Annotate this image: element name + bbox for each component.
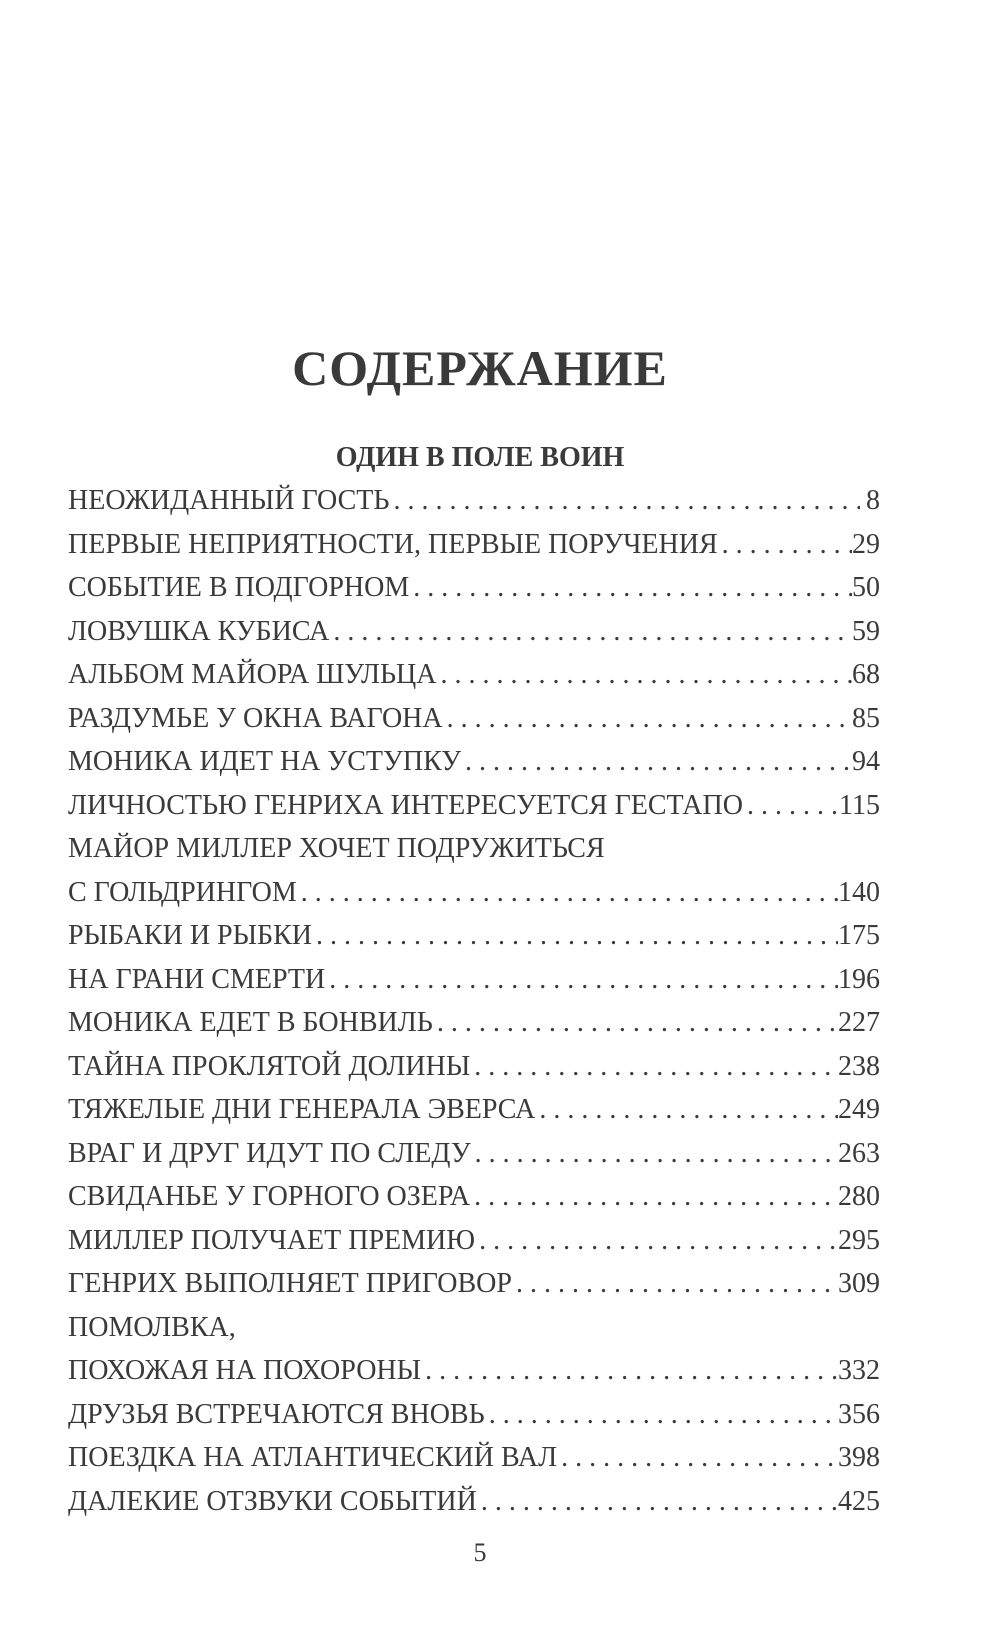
toc-entry-page: 175 [838,920,880,951]
dot-leader [485,1393,838,1437]
toc-entry [68,740,880,784]
dot-leader [718,523,852,567]
toc-entry-line [68,1306,880,1350]
dot-leader [470,1175,838,1219]
toc-entry-line [68,1219,880,1263]
toc-entry [68,1306,880,1393]
dot-leader [512,1262,838,1306]
toc-entry-title: ГЕНРИХ ВЫПОЛНЯЕТ ПРИГОВОР [68,1268,512,1299]
toc-entry-title: РАЗДУМЬЕ У ОКНА ВАГОНА [68,702,443,734]
toc-entry-line [68,740,880,784]
toc-entry-title: ПОХОЖАЯ НА ПОХОРОНЫ [68,1355,422,1386]
toc-entry [68,1219,880,1263]
page-title: СОДЕРЖАНИЕ [292,340,668,396]
toc-entry-line [68,1001,880,1045]
toc-entry [68,784,880,828]
toc-entry-title: МАЙОР МИЛЛЕР ХОЧЕТ ПОДРУЖИТЬСЯ [68,833,605,864]
toc-entry [68,1480,880,1524]
toc-entry [68,1045,880,1089]
toc-entry-line [68,1480,880,1524]
dot-leader [443,697,852,741]
toc-entry [68,697,880,741]
toc-entry-page: 59 [852,615,880,647]
toc-entry-line [68,1132,880,1176]
toc-entry [68,653,880,697]
toc-entry [68,610,880,654]
toc-entry-line [68,1349,880,1393]
toc-entry [68,827,880,914]
toc-entry-page: 85 [852,702,880,734]
dot-leader [325,958,838,1002]
toc-entry-line [68,1088,880,1132]
toc-entry-page: 332 [838,1355,880,1386]
toc-entry-line [68,610,880,654]
dot-leader [329,610,852,654]
toc-entry [68,479,880,523]
toc-entry-title: НЕОЖИДАННЫЙ ГОСТЬ [68,485,390,516]
toc-entry-line [68,697,880,741]
dot-leader [470,1045,838,1089]
toc-entry-page: 8 [866,485,880,516]
toc-entry [68,1001,880,1045]
toc-entry-line [68,653,880,697]
toc-entry-page: 29 [852,528,880,560]
toc-entry-line [68,871,880,915]
dot-leader [535,1088,838,1132]
toc-entry-line [68,914,880,958]
dot-leader [475,1219,838,1263]
toc-entry-page: 94 [852,746,880,777]
toc-entry [68,1262,880,1306]
toc-entry-title: ДРУЗЬЯ ВСТРЕЧАЮТСЯ ВНОВЬ [68,1398,485,1430]
page-number: 5 [473,1538,487,1567]
toc-entry-page: 398 [838,1442,880,1473]
toc-entry [68,1436,880,1480]
toc-entry-title: ЛОВУШКА КУБИСА [68,615,330,647]
toc-entry-title: РЫБАКИ И РЫБКИ [68,920,313,951]
toc-entry [68,914,880,958]
dot-leader [461,740,852,784]
toc-entry-title: МОНИКА ИДЕТ НА УСТУПКУ [68,746,462,777]
dot-leader [743,784,839,828]
toc-entry-title: ПОЕЗДКА НА АТЛАНТИЧЕСКИЙ ВАЛ [68,1442,558,1473]
toc-entry-line [68,566,880,610]
toc-entry [68,1088,880,1132]
toc-entry-page: 280 [838,1181,880,1212]
toc-entry-line [68,784,880,828]
toc-entry-page: 309 [838,1268,880,1299]
dot-leader [409,566,852,610]
toc-entry-page: 238 [838,1050,880,1082]
toc-entry-title: СВИДАНЬЕ У ГОРНОГО ОЗЕРА [68,1181,471,1212]
toc-entry-line [68,1175,880,1219]
toc-entry-title: ПОМОЛВКА, [68,1311,236,1343]
toc-entry-page: 115 [839,789,880,821]
toc-entry-title: ТЯЖЕЛЫЕ ДНИ ГЕНЕРАЛА ЭВЕРСА [68,1094,536,1125]
toc-entry-title: С ГОЛЬДРИНГОМ [68,876,297,908]
toc-entry-page: 50 [852,572,880,603]
toc-entry-title: ТАЙНА ПРОКЛЯТОЙ ДОЛИНЫ [68,1050,471,1082]
toc-entry-line [68,1262,880,1306]
table-of-contents [68,479,880,1523]
toc-entry-page: 68 [852,659,880,690]
dot-leader [389,479,860,523]
toc-entry-line [68,827,880,871]
dot-leader [436,653,852,697]
toc-entry-line [68,1045,880,1089]
dot-leader [297,871,838,915]
toc-entry-title: ЛИЧНОСТЬЮ ГЕНРИХА ИНТЕРЕСУЕТСЯ ГЕСТАПО [68,789,743,821]
dot-leader [421,1349,838,1393]
toc-entry-page: 356 [838,1398,880,1430]
toc-entry-title: АЛЬБОМ МАЙОРА ШУЛЬЦА [68,659,437,690]
toc-entry-title: МИЛЛЕР ПОЛУЧАЕТ ПРЕМИЮ [68,1224,476,1256]
dot-leader [312,914,838,958]
toc-entry-title: СОБЫТИЕ В ПОДГОРНОМ [68,572,410,603]
toc-entry [68,1393,880,1437]
toc-entry-page: 249 [838,1094,880,1125]
toc-entry-page: 295 [838,1224,880,1256]
toc-entry-page: 196 [838,963,880,995]
toc-entry-line [68,1393,880,1437]
toc-entry-line [68,1436,880,1480]
toc-entry-title: НА ГРАНИ СМЕРТИ [68,963,326,995]
toc-entry-title: ПЕРВЫЕ НЕПРИЯТНОСТИ, ПЕРВЫЕ ПОРУЧЕНИЯ [68,528,718,560]
dot-leader [433,1001,838,1045]
toc-entry-title: ДАЛЕКИЕ ОТЗВУКИ СОБЫТИЙ [68,1485,477,1517]
toc-entry [68,958,880,1002]
toc-entry-line [68,958,880,1002]
toc-entry-title: МОНИКА ЕДЕТ В БОНВИЛЬ [68,1007,433,1038]
toc-entry-title: ВРАГ И ДРУГ ИДУТ ПО СЛЕДУ [68,1137,471,1169]
toc-entry-page: 227 [838,1007,880,1038]
part-title: ОДИН В ПОЛЕ ВОИН [335,442,625,473]
toc-entry-line [68,523,880,567]
dot-leader [477,1480,838,1524]
toc-entry-page: 425 [838,1485,880,1517]
toc-entry-line [68,479,880,523]
toc-entry-page: 140 [838,876,880,908]
toc-entry [68,1175,880,1219]
dot-leader [557,1436,838,1480]
toc-entry [68,566,880,610]
toc-entry [68,1132,880,1176]
toc-entry-page: 263 [838,1137,880,1169]
dot-leader [471,1132,838,1176]
toc-entry [68,523,880,567]
